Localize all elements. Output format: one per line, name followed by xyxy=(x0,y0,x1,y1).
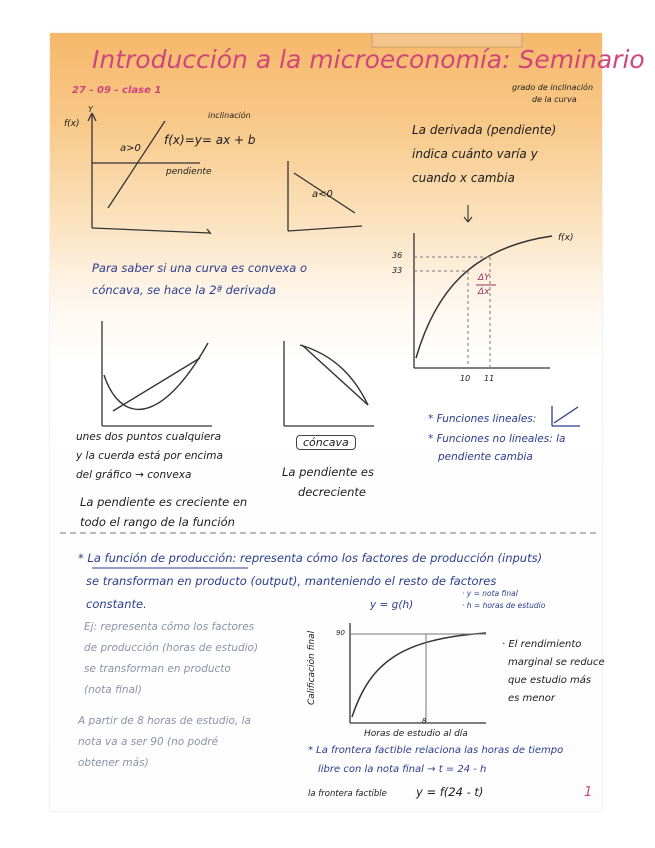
rising-line xyxy=(108,121,165,208)
rendimiento-2: marginal se reduce xyxy=(508,657,605,668)
derivada-line-2: indica cuánto varía y xyxy=(412,147,538,161)
funciones-lineales: * Funciones lineales: xyxy=(428,413,537,425)
concave-fx-graph xyxy=(414,233,552,368)
linear-formula: f(x)=y= ax + b xyxy=(164,133,256,147)
ejemplo-line-1: Ej: representa cómo los factores xyxy=(84,621,255,633)
concavity-line-2: cóncava, se hace la 2ª derivada xyxy=(92,283,277,297)
down-arrow xyxy=(464,205,472,222)
rendimiento-1: · El rendimiento xyxy=(502,639,582,650)
apartir-line-2: nota va a ser 90 (no podré xyxy=(78,736,219,748)
page-title: Introducción a la microeconomía: Seminario xyxy=(92,45,645,74)
a-positive-label: a>0 xyxy=(120,143,141,154)
prod-ylabel: Calificación final xyxy=(307,630,317,705)
y-var-label: Y xyxy=(88,105,93,114)
prod-x-tick: 8 xyxy=(422,717,427,725)
pendiente-decreciente-1: La pendiente es xyxy=(282,465,374,479)
pendiente-note: pendiente xyxy=(166,167,212,177)
frontera-line-1: * La frontera factible relaciona las horas de tiempo xyxy=(308,745,564,756)
derivada-line-3: cuando x cambia xyxy=(412,171,515,185)
frontera-line-2: libre con la nota final → t = 24 - h xyxy=(318,764,487,775)
produccion-legend-2: · h = horas de estudio xyxy=(462,601,546,610)
a-negative-label: a<0 xyxy=(312,189,333,200)
concavity-line-1: Para saber si una curva es convexa o xyxy=(92,261,307,275)
pendiente-creciente-1: La pendiente es creciente en xyxy=(80,495,248,509)
pendiente-creciente-2: todo el rango de la función xyxy=(80,515,235,529)
produccion-line-2: se transforman en producto (output), manteniendo el resto de factores xyxy=(86,574,497,588)
grado-note-1: grado de inclinación xyxy=(512,83,594,92)
produccion-line-3: constante. xyxy=(86,597,147,611)
page-number: 1 xyxy=(584,785,593,800)
y-tick-33: 33 xyxy=(392,266,403,275)
convex-caption-3: del gráfico → convexa xyxy=(76,469,192,481)
prod-y-tick: 90 xyxy=(336,629,345,637)
fx-axis-label: f(x) xyxy=(64,119,80,129)
convex-caption-2: y la cuerda está por encima xyxy=(76,450,223,462)
frontera-formula-label: la frontera factible xyxy=(308,789,387,799)
fx-curve-label: f(x) xyxy=(558,233,574,243)
funciones-no-lineales-1: * Funciones no lineales: la xyxy=(428,433,566,445)
frontera-formula: y = f(24 - t) xyxy=(416,785,484,799)
produccion-line-1: * La función de producción: representa cómo los factores de producción (inputs) xyxy=(78,551,543,565)
date: 27 - 09 - clase 1 xyxy=(72,85,162,96)
derivada-line-1: La derivada (pendiente) xyxy=(412,123,557,137)
delta-y: ΔY xyxy=(478,273,490,283)
concave-graph xyxy=(284,341,374,426)
apartir-line-1: A partir de 8 horas de estudio, la xyxy=(78,715,251,727)
x-axis xyxy=(92,228,210,233)
produccion-legend-1: · y = nota final xyxy=(462,589,518,598)
notebook-page xyxy=(50,33,645,811)
rendimiento-3: que estudio más xyxy=(508,675,592,686)
rendimiento-4: es menor xyxy=(508,693,556,704)
grado-note-2: de la curva xyxy=(532,95,577,104)
convex-caption-1: unes dos puntos cualquiera xyxy=(76,431,222,443)
linear-icon xyxy=(552,406,580,426)
delta-x: Δx xyxy=(478,287,490,297)
y-tick-36: 36 xyxy=(392,251,403,260)
prod-xlabel: Horas de estudio al día xyxy=(364,729,468,739)
ejemplo-line-3: se transforman en producto xyxy=(84,663,231,675)
apartir-line-3: obtener más) xyxy=(78,757,149,769)
pendiente-decreciente-2: decreciente xyxy=(298,485,366,499)
produccion-formula: y = g(h) xyxy=(370,599,414,611)
x-tick-10: 10 xyxy=(460,374,471,383)
ejemplo-line-4: (nota final) xyxy=(84,684,142,696)
inclinacion-note: inclinación xyxy=(208,111,251,120)
x-tick-11: 11 xyxy=(484,374,495,383)
funciones-no-lineales-2: pendiente cambia xyxy=(438,451,533,463)
concava-label: cóncava xyxy=(296,435,356,450)
convex-graph xyxy=(102,321,212,426)
ejemplo-line-2: de producción (horas de estudio) xyxy=(84,642,259,654)
production-graph xyxy=(350,623,486,723)
